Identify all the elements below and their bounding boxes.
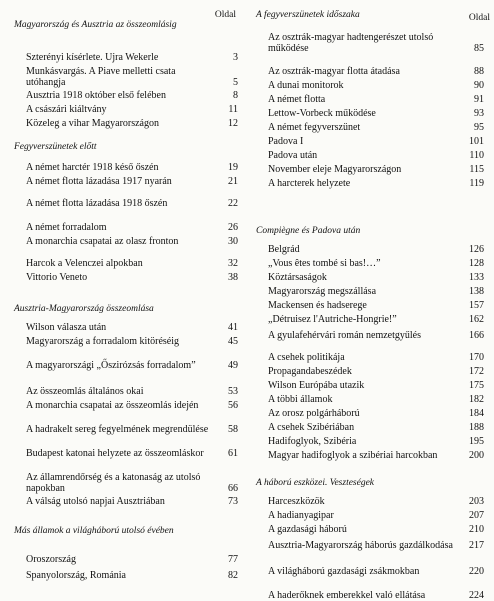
toc-entry-title: A hadrakelt sereg fegyelmének megrendülése [26,424,209,435]
toc-entry [268,590,484,601]
toc-entry [26,496,238,507]
toc-entry [26,52,238,63]
toc-entry-title: Közeleg a vihar Magyarországon [26,118,159,129]
toc-entry [26,198,238,209]
toc-entry-title: Harceszközök [268,496,325,507]
toc-entry-title: Mackensen és hadserege [268,300,367,311]
toc-entry-title: A német forradalom [26,222,107,233]
toc-entry-page: 95 [474,122,484,133]
toc-entry-page: 58 [228,424,238,435]
toc-entry-page: 3 [233,52,238,63]
toc-entry-page: 90 [474,80,484,91]
toc-entry-title: A válság utolsó napjai Ausztriában [26,496,165,507]
toc-entry-title: Ausztria-Magyarország háborús gazdálkodása [268,540,453,551]
toc-entry-page: 93 [474,108,484,119]
toc-entry-title: Hadifoglyok, Szibéria [268,436,357,447]
toc-entry-page: 207 [469,510,484,521]
toc-entry-title: Spanyolország, Románia [26,570,126,581]
toc-entry-page: 200 [469,450,484,461]
toc-entry-page: 45 [228,336,238,347]
page-column-label: Oldal [214,10,236,20]
toc-entry-page: 175 [469,380,484,391]
toc-entry [26,424,238,435]
toc-entry [268,178,484,189]
toc-entry [268,150,484,161]
toc-entry [268,394,484,405]
toc-entry-title: A dunai monitorok [268,80,344,91]
toc-entry-title: Budapest katonai helyzete az összeomláskor [26,448,204,459]
section-heading: Fegyverszünetek előtt [14,142,97,152]
toc-entry-title: A haderőknek emberekkel való ellátása [268,590,426,601]
toc-entry-page: 184 [469,408,484,419]
toc-entry-title: Lettow-Vorbeck működése [268,108,376,119]
toc-entry-title: Az államrendőrség és a katonaság az utolsó napokban [26,472,201,494]
toc-entry [26,118,238,129]
toc-entry-page: 19 [228,162,238,173]
section-heading: Ausztria-Magyarország összeomlása [14,304,154,314]
toc-entry-page: 115 [469,164,484,175]
toc-entry-page: 182 [469,394,484,405]
toc-entry-title: A monarchia csapatai az összeomlás idején [26,400,199,411]
toc-entry-page: 119 [469,178,484,189]
toc-entry-page: 11 [228,104,238,115]
toc-entry-title: A német fegyverszünet [268,122,361,133]
toc-entry-page: 82 [228,570,238,581]
toc-entry [26,448,238,459]
toc-entry-title: Magyar hadifoglyok a szibériai harcokban [268,450,438,461]
toc-entry [26,554,238,565]
toc-entry-page: 22 [228,198,238,209]
toc-entry [26,236,238,247]
toc-entry-title: A csehek politikája [268,352,345,363]
toc-entry-title: Magyarország a forradalom kitöréséig [26,336,179,347]
toc-entry-page: 73 [228,496,238,507]
toc-entry [26,360,238,371]
toc-entry-title: A német flotta lázadása 1918 őszén [26,198,168,209]
toc-entry-title: Wilson válasza után [26,322,107,333]
toc-entry-title: Az orosz polgárháború [268,408,360,419]
toc-entry [26,162,238,173]
toc-entry [268,94,484,105]
toc-entry-page: 5 [233,77,238,88]
toc-entry [268,314,484,325]
toc-entry-title: Harcok a Velenczei alpokban [26,258,143,269]
toc-entry-title: „Vous êtes tombé si bas!…” [268,258,381,269]
toc-entry-page: 224 [469,590,484,601]
toc-entry-title: „Détruisez l'Autriche-Hongrie!” [268,314,397,325]
toc-entry-page: 203 [469,496,484,507]
toc-entry [268,136,484,147]
toc-entry-title: A csehek Szibériában [268,422,355,433]
toc-entry [268,122,484,133]
toc-entry [268,164,484,175]
toc-entry [26,322,238,333]
toc-entry-page: 53 [228,386,238,397]
toc-entry-page: 8 [233,90,238,101]
toc-entry [268,524,484,535]
section-heading: Más államok a világháború utolsó évében [14,526,174,536]
section-heading: Compiègne és Padova után [256,226,361,236]
toc-entry-page: 162 [469,314,484,325]
toc-entry-title: Szterényi kísérlete. Ujra Wekerle [26,52,159,63]
toc-entry-title: Ausztria 1918 október első felében [26,90,166,101]
toc-entry-title: A többi államok [268,394,333,405]
toc-entry-page: 30 [228,236,238,247]
toc-entry-page: 220 [469,566,484,577]
toc-entry [26,272,238,283]
toc-entry [268,32,484,54]
toc-entry-page: 91 [474,94,484,105]
toc-entry-title: Az osztrák-magyar hadtengerészet utolsó működése [268,32,434,54]
toc-entry-title: Padova után [268,150,318,161]
toc-entry-page: 126 [469,244,484,255]
toc-entry [268,380,484,391]
toc-entry [26,336,238,347]
toc-entry [268,272,484,283]
toc-entry-page: 188 [469,422,484,433]
toc-entry-page: 41 [228,322,238,333]
toc-entry [268,244,484,255]
toc-entry-title: Belgrád [268,244,300,255]
toc-entry-page: 133 [469,272,484,283]
toc-entry [268,540,484,551]
toc-entry [268,286,484,297]
toc-entry-page: 210 [469,524,484,535]
toc-entry-title: Az összeomlás általános okai [26,386,144,397]
toc-entry [268,496,484,507]
page-column-label: Oldal [468,13,490,23]
toc-entry-title: Padova I [268,136,304,147]
toc-entry-page: 49 [228,360,238,371]
toc-entry-page: 66 [228,483,238,494]
toc-entry-title: Oroszország [26,554,76,565]
toc-entry-title: A monarchia csapatai az olasz fronton [26,236,179,247]
toc-entry [26,66,238,88]
toc-entry [26,400,238,411]
toc-entry-title: A magyarországi „Őszirózsás forradalom” [26,360,196,371]
toc-entry-title: Magyarország megszállása [268,286,377,297]
toc-entry-page: 56 [228,400,238,411]
toc-entry-title: Munkásvargás. A Piave melletti csata utóhangja [26,66,176,88]
toc-entry-page: 172 [469,366,484,377]
toc-entry-page: 85 [474,43,484,54]
toc-entry-page: 138 [469,286,484,297]
section-heading: Magyarország és Ausztria az összeomlásig [14,20,177,30]
toc-entry-title: A harcterek helyzete [268,178,351,189]
toc-entry [26,386,238,397]
toc-entry [26,176,238,187]
section-heading: A háború eszközei. Veszteségek [256,478,375,488]
toc-entry-page: 21 [228,176,238,187]
toc-entry [26,472,238,494]
toc-entry-title: Wilson Európába utazik [268,380,365,391]
toc-entry [268,422,484,433]
toc-entry [268,330,484,341]
toc-entry [268,510,484,521]
toc-entry [268,352,484,363]
toc-entry [26,258,238,269]
toc-entry-page: 32 [228,258,238,269]
section-heading: A fegyverszünetek időszaka [256,10,360,20]
toc-entry [268,408,484,419]
toc-entry-page: 88 [474,66,484,77]
toc-entry-title: A gazdasági háború [268,524,347,535]
toc-entry-title: A világháború gazdasági zsákmokban [268,566,420,577]
toc-entry-page: 195 [469,436,484,447]
toc-entry-title: A gyulafehérvári román nemzetgyűlés [268,330,421,341]
toc-entry-title: A német harctér 1918 késő őszén [26,162,159,173]
toc-entry-title: A hadianyagipar [268,510,334,521]
toc-entry-page: 101 [469,136,484,147]
toc-entry-page: 110 [469,150,484,161]
toc-entry-page: 26 [228,222,238,233]
toc-entry [268,566,484,577]
toc-entry-title: A német flotta [268,94,326,105]
toc-entry-page: 217 [469,540,484,551]
toc-entry [26,90,238,101]
toc-entry [26,222,238,233]
toc-entry [268,450,484,461]
toc-entry [268,300,484,311]
toc-entry-page: 12 [228,118,238,129]
toc-entry [268,436,484,447]
toc-entry [268,258,484,269]
toc-entry-title: A császári kiáltvány [26,104,107,115]
toc-entry [268,108,484,119]
toc-entry-page: 170 [469,352,484,363]
toc-entry-page: 157 [469,300,484,311]
toc-entry-title: A német flotta lázadása 1917 nyarán [26,176,172,187]
toc-entry [26,570,238,581]
toc-entry-page: 77 [228,554,238,565]
toc-entry-title: Propagandabeszédek [268,366,352,377]
toc-entry-page: 128 [469,258,484,269]
toc-entry-page: 166 [469,330,484,341]
toc-entry-title: Vittorio Veneto [26,272,88,283]
toc-entry-title: Köztársaságok [268,272,327,283]
toc-entry [268,80,484,91]
toc-entry [268,66,484,77]
toc-entry-title: November eleje Magyarországon [268,164,402,175]
toc-entry-page: 61 [228,448,238,459]
toc-entry-page: 38 [228,272,238,283]
toc-entry-title: Az osztrák-magyar flotta átadása [268,66,400,77]
toc-entry [26,104,238,115]
toc-entry [268,366,484,377]
